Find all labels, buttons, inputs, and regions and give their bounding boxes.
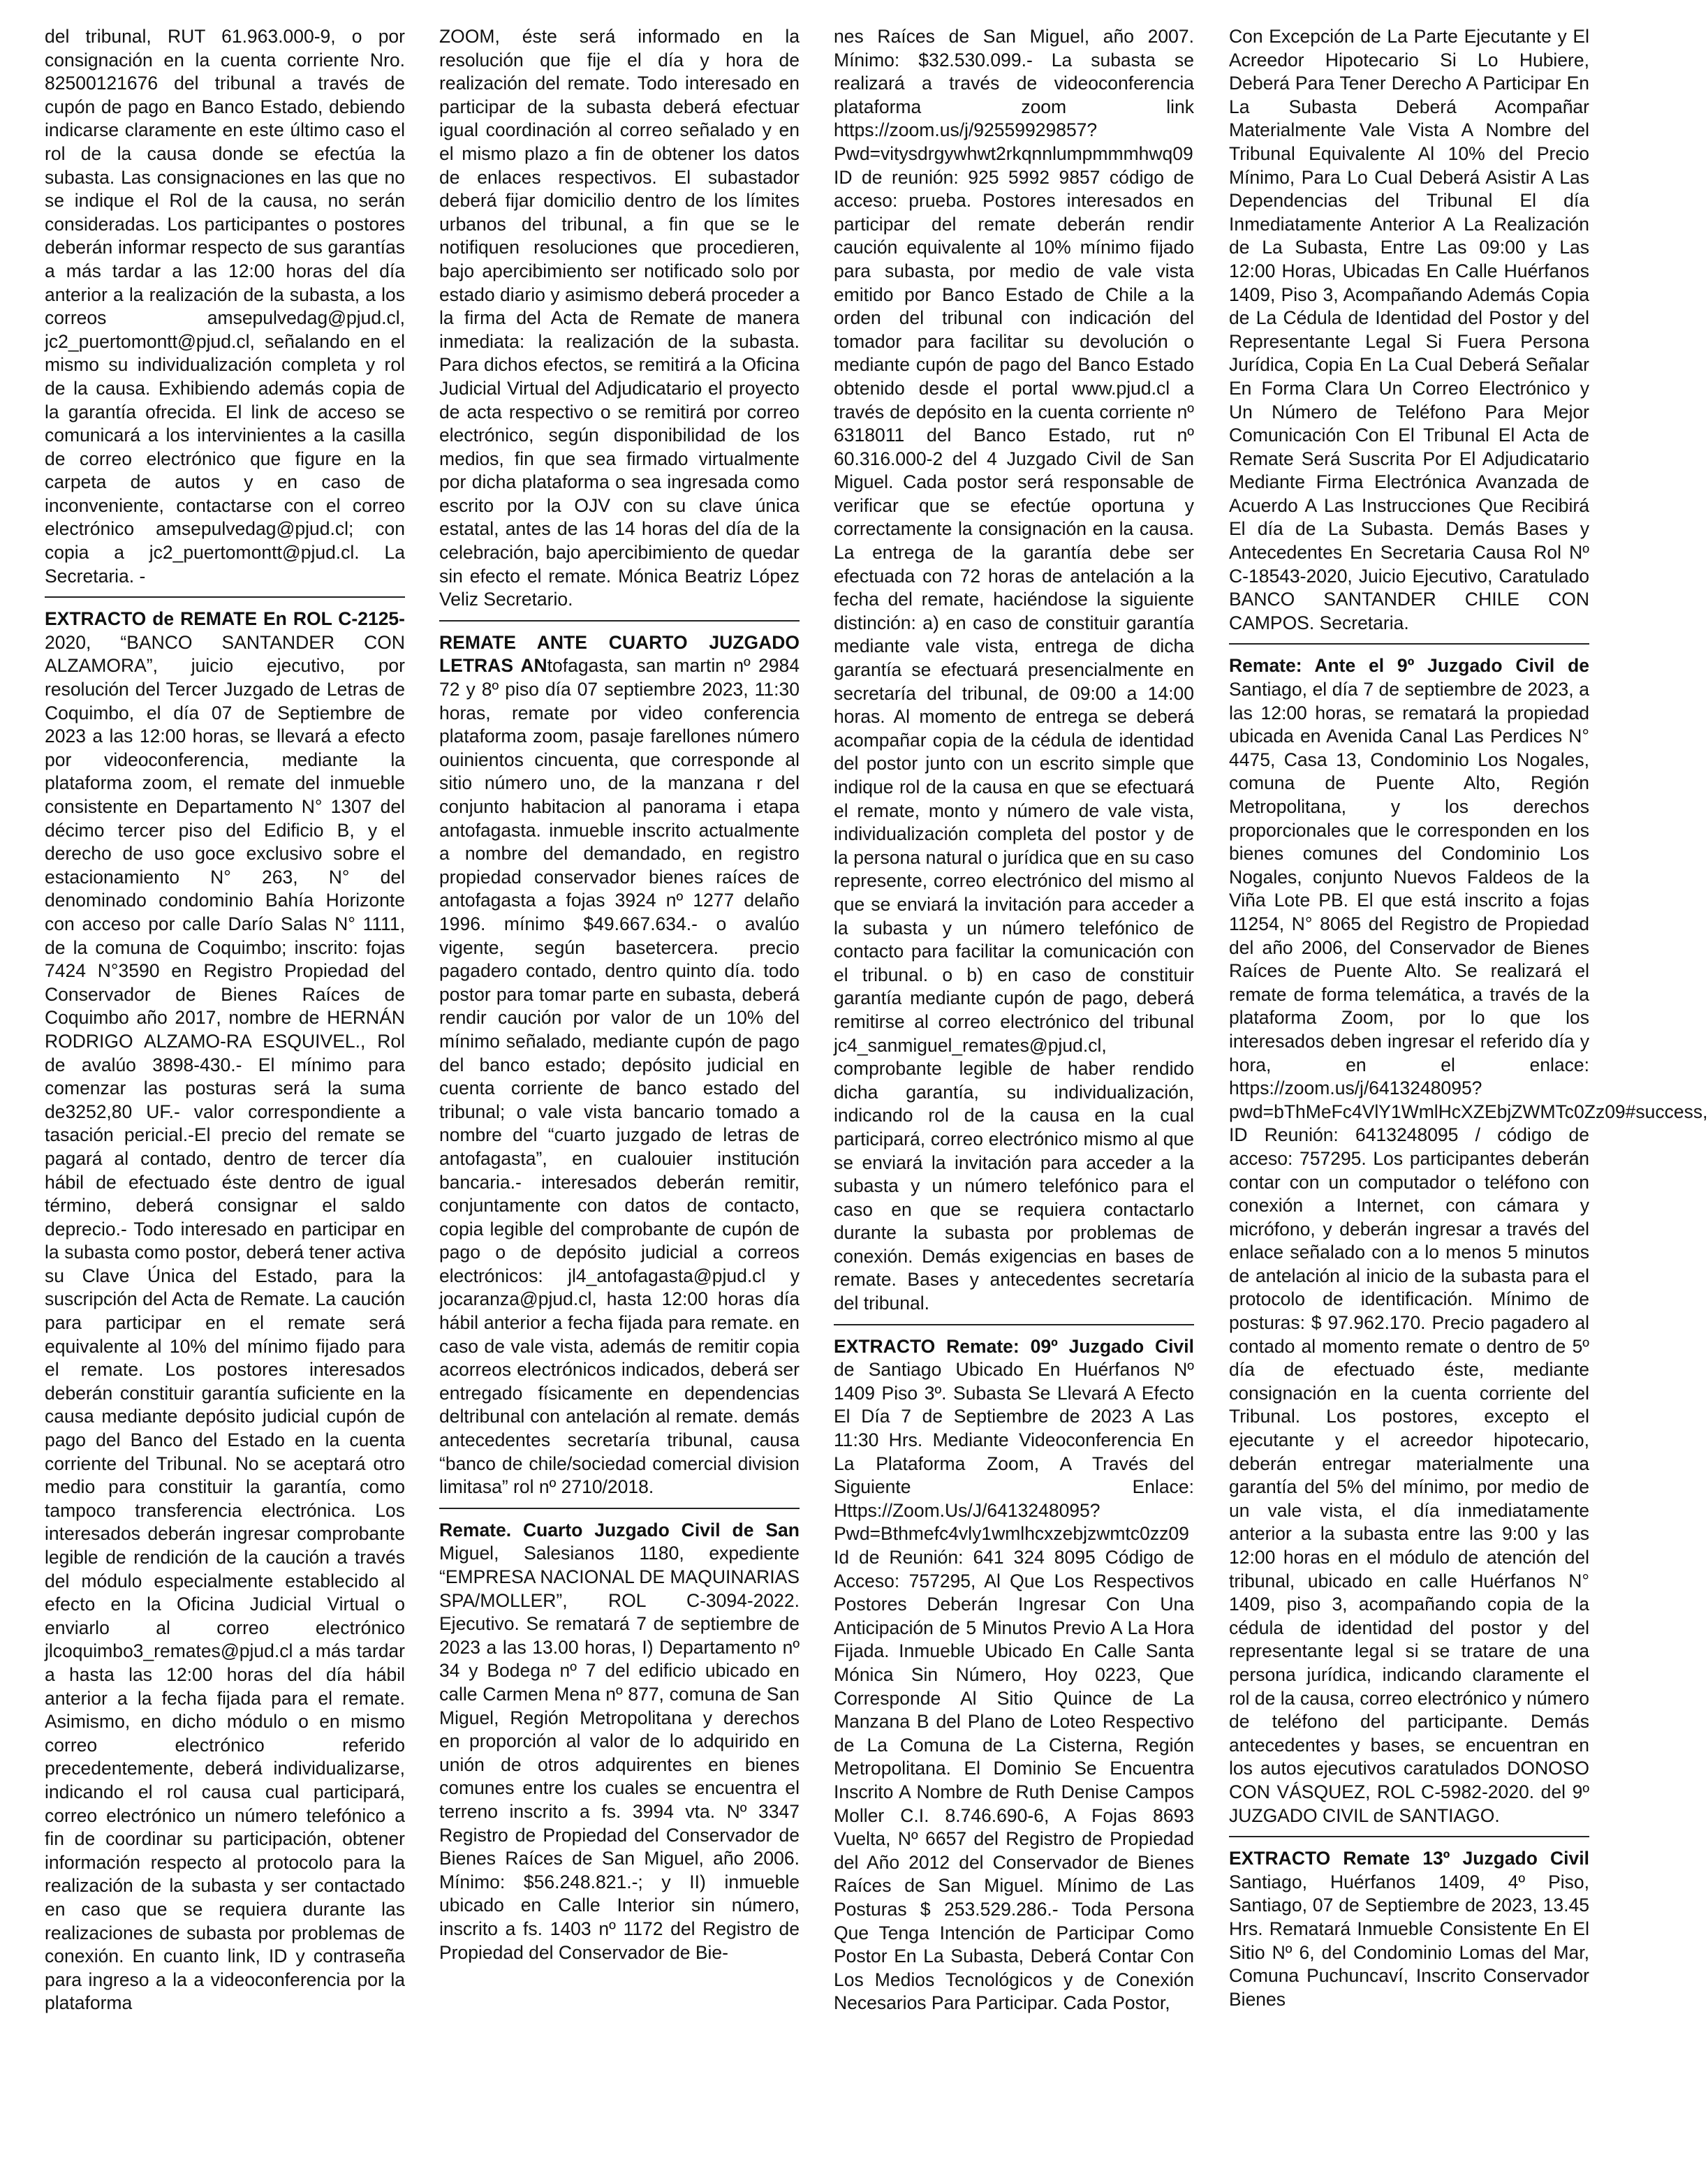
column-1 — [45, 25, 405, 2148]
notice-divider — [834, 1324, 1194, 1325]
notice-body: ZOOM, éste será informado en la resolución que fije el día y hora de realización del remate. Todo interesado en participar de la subasta deberá efectuar igual coordinación al correo señalado y en el mismo plazo a fin de obtener los datos de enlaces respectivos. El subastador deberá fijar domicilio dentro de los límites urbanos del tribunal, a fin que se le notifiquen resoluciones que procedieren, bajo apercibimiento ser notificado solo por estado diario y asimismo deberá proceder a la firma del Acta de Remate de manera inmediata: la realización de la subasta. Para dichos efectos, se remitirá a la Oficina Judicial Virtual del Adjudicatario el proyecto de acta respectivo o se remitirá por correo electrónico, según disponibilidad de los medios, fin que sea firmado virtualmente por dicha plataforma o sea ingresada como escrito por la OJV con su clave única estatal, antes de las 14 horas del día de la celebración, bajo apercibimiento de quedar sin efecto el remate. Mónica Beatriz López Veliz Secretario. — [439, 26, 800, 610]
notice-divider — [45, 596, 405, 598]
column-4 — [1229, 25, 1708, 2148]
notice-body: del tribunal, RUT 61.963.000-9, o por consignación en la cuenta corriente Nro. 82500121676 del tribunal a través de cupón de pago en Banco Estado, debiendo indicarse claramente en este último caso el rol de la causa donde se efectúa la subasta. Las consignaciones en las que no se indique el Rol de la causa, no serán consideradas. Los participantes o postores deberán informar respecto de sus garantías a más tardar a las 12:00 horas del día anterior a la realización de la subasta, a los correos amsepulvedag@pjud.cl, jc2_puertomontt@pjud.cl, señalando en el mismo su individualización completa y rol de la causa. Exhibiendo además copia de la garantía ofrecida. El link de acceso se comunicará a los intervinientes a la casilla de correo electrónico que figure en la carpeta de autos y en caso de inconveniente, contactarse con el correo electrónico amsepulvedag@pjud.cl; con copia a jc2_puertomontt@pjud.cl. La Secretaria. - — [45, 26, 405, 587]
notice-heading: REMATE ANTE CUARTO JUZGADO LETRAS AN — [439, 631, 800, 677]
notice-body: de Santiago Ubicado En Huérfanos Nº 1409 Piso 3º. Subasta Se Llevará A Efecto El Día 7 de Septiembre de 2023 A Las 11:30 Hrs. Mediante Videoconferencia En La Plataforma Zoom, A Través del Siguiente Enlace: Https://Zoom.Us/J/6413248095?Pwd=Bthmefc4vly1wmlhcxzebjzwmtc0zz09 Id de Reunión: 641 324 8095 Código de Acceso: 757295, Al Que Los Respectivos Postores Deberán Ingresar Con Una Anticipación de 5 Minutos Previo A La Hora Fijada. Inmueble Ubicado En Calle Santa Mónica Sin Número, Hoy 0223, Que Corresponde Al Sitio Quince de La Manzana B del Plano de Loteo Respectivo de La Comuna de La Cisterna, Región Metropolitana. El Dominio Se Encuentra Inscrito A Nombre de Ruth Denise Campos Moller C.I. 8.746.690-6, A Fojas 8693 Vuelta, Nº 6657 del Registro de Propiedad del Año 2012 del Conservador de Bienes Raíces de San Miguel. Mínimo de Las Posturas $ 253.529.286.- Toda Persona Que Tenga Intención de Participar Como Postor En La Subasta, Deberá Contar Con Los Medios Tecnológicos y de Conexión Necesarios Para Participar. Cada Postor, — [834, 1359, 1194, 2014]
newspaper-page — [45, 25, 1708, 2148]
notice-continuation — [1229, 25, 1589, 635]
notice-heading: EXTRACTO de REMATE En ROL C-2125- — [45, 608, 405, 630]
notice-remate-9-juzgado — [1229, 654, 1708, 1828]
notice-remate-san-miguel — [439, 1519, 800, 1964]
notice-remate-antofagasta — [439, 631, 800, 1499]
notice-divider — [439, 620, 800, 622]
notice-body: 2020, “BANCO SANTANDER CON ALZAMORA”, juicio ejecutivo, por resolución del Tercer Juzgado de Letras de Coquimbo, el día 07 de Septiembre de 2023 a las 12:00 horas, se llevará a efecto por videoconferencia, mediante la plataforma zoom, el remate del inmueble consistente en Departamento N° 1307 del décimo tercer piso del Edificio B, y el derecho de uso goce exclusivo sobre el estacionamiento N° 263, N° del denominado condominio Bahía Horizonte con acceso por calle Darío Salas N° 1111, de la comuna de Coquimbo; inscrito: fojas 7424 N°3590 en Registro Propiedad del Conservador de Bienes Raíces de Coquimbo año 2017, nombre de HERNÁN RODRIGO ALZAMO-RA ESQUIVEL., Rol de avalúo 3898-430.- El mínimo para comenzar las posturas será la suma de3252,80 UF.- valor correspondiente a tasación pericial.-El precio del remate se pagará al contado, dentro de tercer día hábil de efectuado éste dentro de igual término, deberá consignar el saldo deprecio.- Todo interesado en participar en la subasta como postor, deberá tener activa su Clave Única del Estado, para la suscripción del Acta de Remate. La caución para participar en el remate será equivalente al 10% del mínimo fijado para el remate. Los postores interesados deberán constituir garantía suficiente en la causa mediante depósito judicial cupón de pago del Banco del Estado en la cuenta corriente del Tribunal. No se aceptará otro medio para constituir la garantía, como tampoco transferencia electrónica. Los interesados deberán ingresar comprobante legible de rendición de la caución a través del módulo especialmente establecido al efecto en la Oficina Judicial Virtual o enviarlo al correo electrónico jlcoquimbo3_remates@pjud.cl a más tardar a hasta las 12:00 horas del día hábil anterior a la fecha fijada para el remate. Asimismo, en dicho módulo o en mismo correo electrónico referido precedentemente, deberá individualizarse, indicando el rol causa cual participará, correo electrónico un número telefónico a fin de coordinar su participación, obtener información respecto al protocolo para la realización de la subasta y ser contactado en caso que se requiera durante las realizaciones de subasta por problemas de conexión. En cuanto link, ID y contraseña para ingreso a la a videoconferencia por la plataforma — [45, 631, 405, 2014]
notice-heading: EXTRACTO Remate 13º Juzgado Civil — [1229, 1848, 1589, 1869]
notice-body: Con Excepción de La Parte Ejecutante y El Acreedor Hipotecario Si Lo Hubiere, Deberá Para Tener Derecho A Participar En La Subasta Deberá Acompañar Materialmente Vale Vista A Nombre del Tribunal Equivalente Al 10% del Precio Mínimo, Para Lo Cual Deberá Asistir A Las Dependencias del Tribunal El día Inmediatamente Anterior A La Realización de La Subasta, Entre Las 09:00 y Las 12:00 Horas, Ubicadas En Calle Huérfanos 1409, Piso 3, Acompañando Además Copia de La Cédula de Identidad del Postor y del Representante Legal Si Fuera Persona Jurídica, Copia En La Cual Deberá Señalar En Forma Clara Un Correo Electrónico y Un Número de Teléfono Para Mejor Comunicación Con El Tribunal El Acta de Remate Será Suscrita Por El Adjudicatario Mediante Firma Electrónica Avanzada de Acuerdo A Las Instrucciones Que Recibirá El día de La Subasta. Demás Bases y Antecedentes En Secretaria Causa Rol Nº C-18543-2020, Juicio Ejecutivo, Caratulado BANCO SANTANDER CHILE CON CAMPOS. Secretaria. — [1229, 26, 1589, 633]
column-2 — [439, 25, 800, 2148]
notice-divider — [1229, 1836, 1589, 1837]
notice-body: Santiago, Huérfanos 1409, 4º Piso, Santiago, 07 de Septiembre de 2023, 13.45 Hrs. Rematará Inmueble Consistente En El Sitio Nº 6, del Condominio Lomas del Mar, Comuna Puchuncaví, Inscrito Conservador Bienes — [1229, 1871, 1589, 2010]
column-3 — [834, 25, 1194, 2148]
notice-body: nes Raíces de San Miguel, año 2007. Mínimo: $32.530.099.- La subasta se realizará a través de videoconferencia plataforma zoom link https://zoom.us/j/92559929857?Pwd=vitysdrgywhwt2rkqnnlumpmmmhwq09 ID de reunión: 925 5992 9857 código de acceso: prueba. Postores interesados en participar del remate deberán rendir caución equivalente al 10% mínimo fijado para subasta, por medio de vale vista emitido por Banco Estado de Chile a la orden del tribunal con indicación del tomador para facilitar su devolución o mediante cupón de pago del Banco Estado obtenido desde el portal www.pjud.cl a través de depósito en la cuenta corriente nº 6318011 del Banco Estado, rut nº 60.316.000-2 del 4 Juzgado Civil de San Miguel. Cada postor será responsable de verificar que se efectúe oportuna y correctamente la consignación en la causa. La entrega de la garantía debe ser efectuada con 72 horas de antelación a la fecha del remate, haciéndose la siguiente distinción: a) en caso de constituir garantía mediante vale vista, entrega de dicha garantía se efectuará presencialmente en secretaría del tribunal, de 09:00 a 14:00 horas. Al momento de entrega se deberá acompañar copia de la cédula de identidad del postor junto con un escrito simple que indique rol de la causa en que se efectuará el remate, monto y número de vale vista, individualización completa del postor y de la persona natural o jurídica que en su caso represente, correo electrónico del mismo al que se enviará la invitación para acceder a la subasta y un número telefónico de contacto para facilitar la comunicación con el tribunal. o b) en caso de constituir garantía mediante cupón de pago, deberá remitirse al correo electrónico del tribunal jc4_sanmiguel_remates@pjud.cl, comprobante legible de haber rendido dicha garantía, su individualización, indicando rol de la causa en la cual participará, correo electrónico mismo al que se enviará la invitación para acceder a la subasta y un número telefónico para el caso en que se requiera contactarlo durante la subasta por problemas de conexión. Demás exigencias en bases de remate. Bases y antecedentes secretaría del tribunal. — [834, 26, 1194, 1314]
notice-divider — [439, 1508, 800, 1509]
notice-heading: EXTRACTO Remate: 09º Juzgado Civil — [834, 1335, 1194, 1357]
notice-extracto-13-juzgado — [1229, 1847, 1589, 2011]
notice-heading: Remate. Cuarto Juzgado Civil de San — [439, 1519, 800, 1541]
notice-heading: Remate: Ante el 9º Juzgado Civil de — [1229, 655, 1589, 677]
notice-body: tofagasta, san martin nº 2984 72 y 8º piso día 07 septiembre 2023, 11:30 horas, remate por video conferencia plataforma zoom, pasaje farellones número ouinientos cincuenta, que corresponde al sitio número uno, de la manzana r del conjunto habitacion al panorama i etapa antofagasta. inmueble inscrito actualmente a nombre del demandado, en registro propiedad conservador bienes raíces de antofagasta a fojas 3924 nº 1277 delaño 1996. mínimo $49.667.634.- o avalúo vigente, según basetercera. precio pagadero contado, dentro quinto día. todo postor para tomar parte en subasta, deberá rendir caución por valor de un 10% del mínimo señalado, mediante cupón de pago del banco estado; depósito judicial en cuenta corriente de banco estado del tribunal; o vale vista bancario tomado a nombre del “cuarto juzgado de letras de antofagasta”, en cualouier institución bancaria.- interesados deberán remitir, conjuntamente con datos de contacto, copia legible del comprobante de cupón de pago o de depósito judicial a correos electrónicos: jl4_antofagasta@pjud.cl y jocaranza@pjud.cl, hasta 12:00 horas día hábil anterior a fecha fijada para remate. en caso de vale vista, además de remitir copia acorreos electrónicos indicados, deberá ser entregado físicamente en dependencias deltribunal con antelación al remate. demás antecedentes secretaría tribunal, causa “banco de chile/sociedad comercial division limitasa” rol nº 2710/2018. — [439, 655, 800, 1498]
notice-continuation — [439, 25, 800, 612]
notice-body: Santiago, el día 7 de septiembre de 2023, a las 12:00 horas, se rematará la propiedad ubicada en Avenida Canal Las Perdices N° 4475, Casa 13, Condominio Los Nogales, comuna de Puente Alto, Región Metropolitana, y los derechos proporcionales que le corresponden en los bienes comunes del Condominio Los Nogales, conjunto Nuevos Faldeos de la Viña Lote PB. El que está inscrito a fojas 11254, N° 8065 del Registro de Propiedad del año 2006, del Conservador de Bienes Raíces de Puente Alto. Se realizará el remate de forma telemática, a través de la plataforma Zoom, por lo que los interesados deben ingresar el referido día y hora, en el enlace: https://zoom.us/j/6413248095?pwd=bThMeFc4VlY1WmlHcXZEbjZWMTc0Zz09#success, ID Reunión: 6413248095 / código de acceso: 757295. Los participantes deberán contar con un computador o teléfono con conexión a Internet, con cámara y micrófono, y deberán ingresar a través del enlace señalado con a lo menos 5 minutos de antelación al inicio de la subasta para el protocolo de identificación. Mínimo de posturas: $ 97.962.170. Precio pagadero al contado al momento remate o dentro de 5º día de efectuado éste, mediante consignación en la cuenta corriente del Tribunal. Los postores, excepto el ejecutante y el acreedor hipotecario, deberán entregar materialmente una garantía del 5% del mínimo, por medio de un vale vista, el día inmediatamente anterior a la subasta entre las 9:00 y las 12:00 horas en el módulo de atención del tribunal, ubicado en calle Huérfanos N° 1409, piso 3, acompañando copia de la cédula de identidad del postor y del representante legal si se tratare de una persona jurídica, indicando claramente el rol de la causa, correo electrónico y número de teléfono del participante. Demás antecedentes y bases, se encuentran en los autos ejecutivos caratulados DONOSO CON VÁSQUEZ, ROL C-5982-2020. del 9º JUZGADO CIVIL de SANTIAGO. — [1229, 679, 1708, 1826]
notice-body: Miguel, Salesianos 1180, expediente “EMPRESA NACIONAL DE MAQUINARIAS SPA/MOLLER”, ROL C-3094-2022. Ejecutivo. Se rematará 7 de septiembre de 2023 a las 13.00 horas, I) Departamento nº 34 y Bodega nº 7 del edificio ubicado en calle Carmen Mena nº 877, comuna de San Miguel, Región Metropolitana y derechos en proporción al valor de lo adquirido en unión de otros adquirentes en bienes comunes entre los cuales se encuentra el terreno inscrito a fs. 3994 vta. Nº 3347 Registro de Propiedad del Conservador de Bienes Raíces de San Miguel, año 2006. Mínimo: $56.248.821.-; y II) inmueble ubicado en Calle Interior sin número, inscrito a fs. 1403 nº 1172 del Registro de Propiedad del Conservador de Bie- — [439, 1543, 800, 1963]
notice-divider — [1229, 643, 1589, 645]
notice-extracto-coquimbo — [45, 608, 405, 2015]
notice-continuation — [834, 25, 1194, 1316]
notice-extracto-9-juzgado — [834, 1335, 1194, 2015]
notice-continuation — [45, 25, 405, 588]
